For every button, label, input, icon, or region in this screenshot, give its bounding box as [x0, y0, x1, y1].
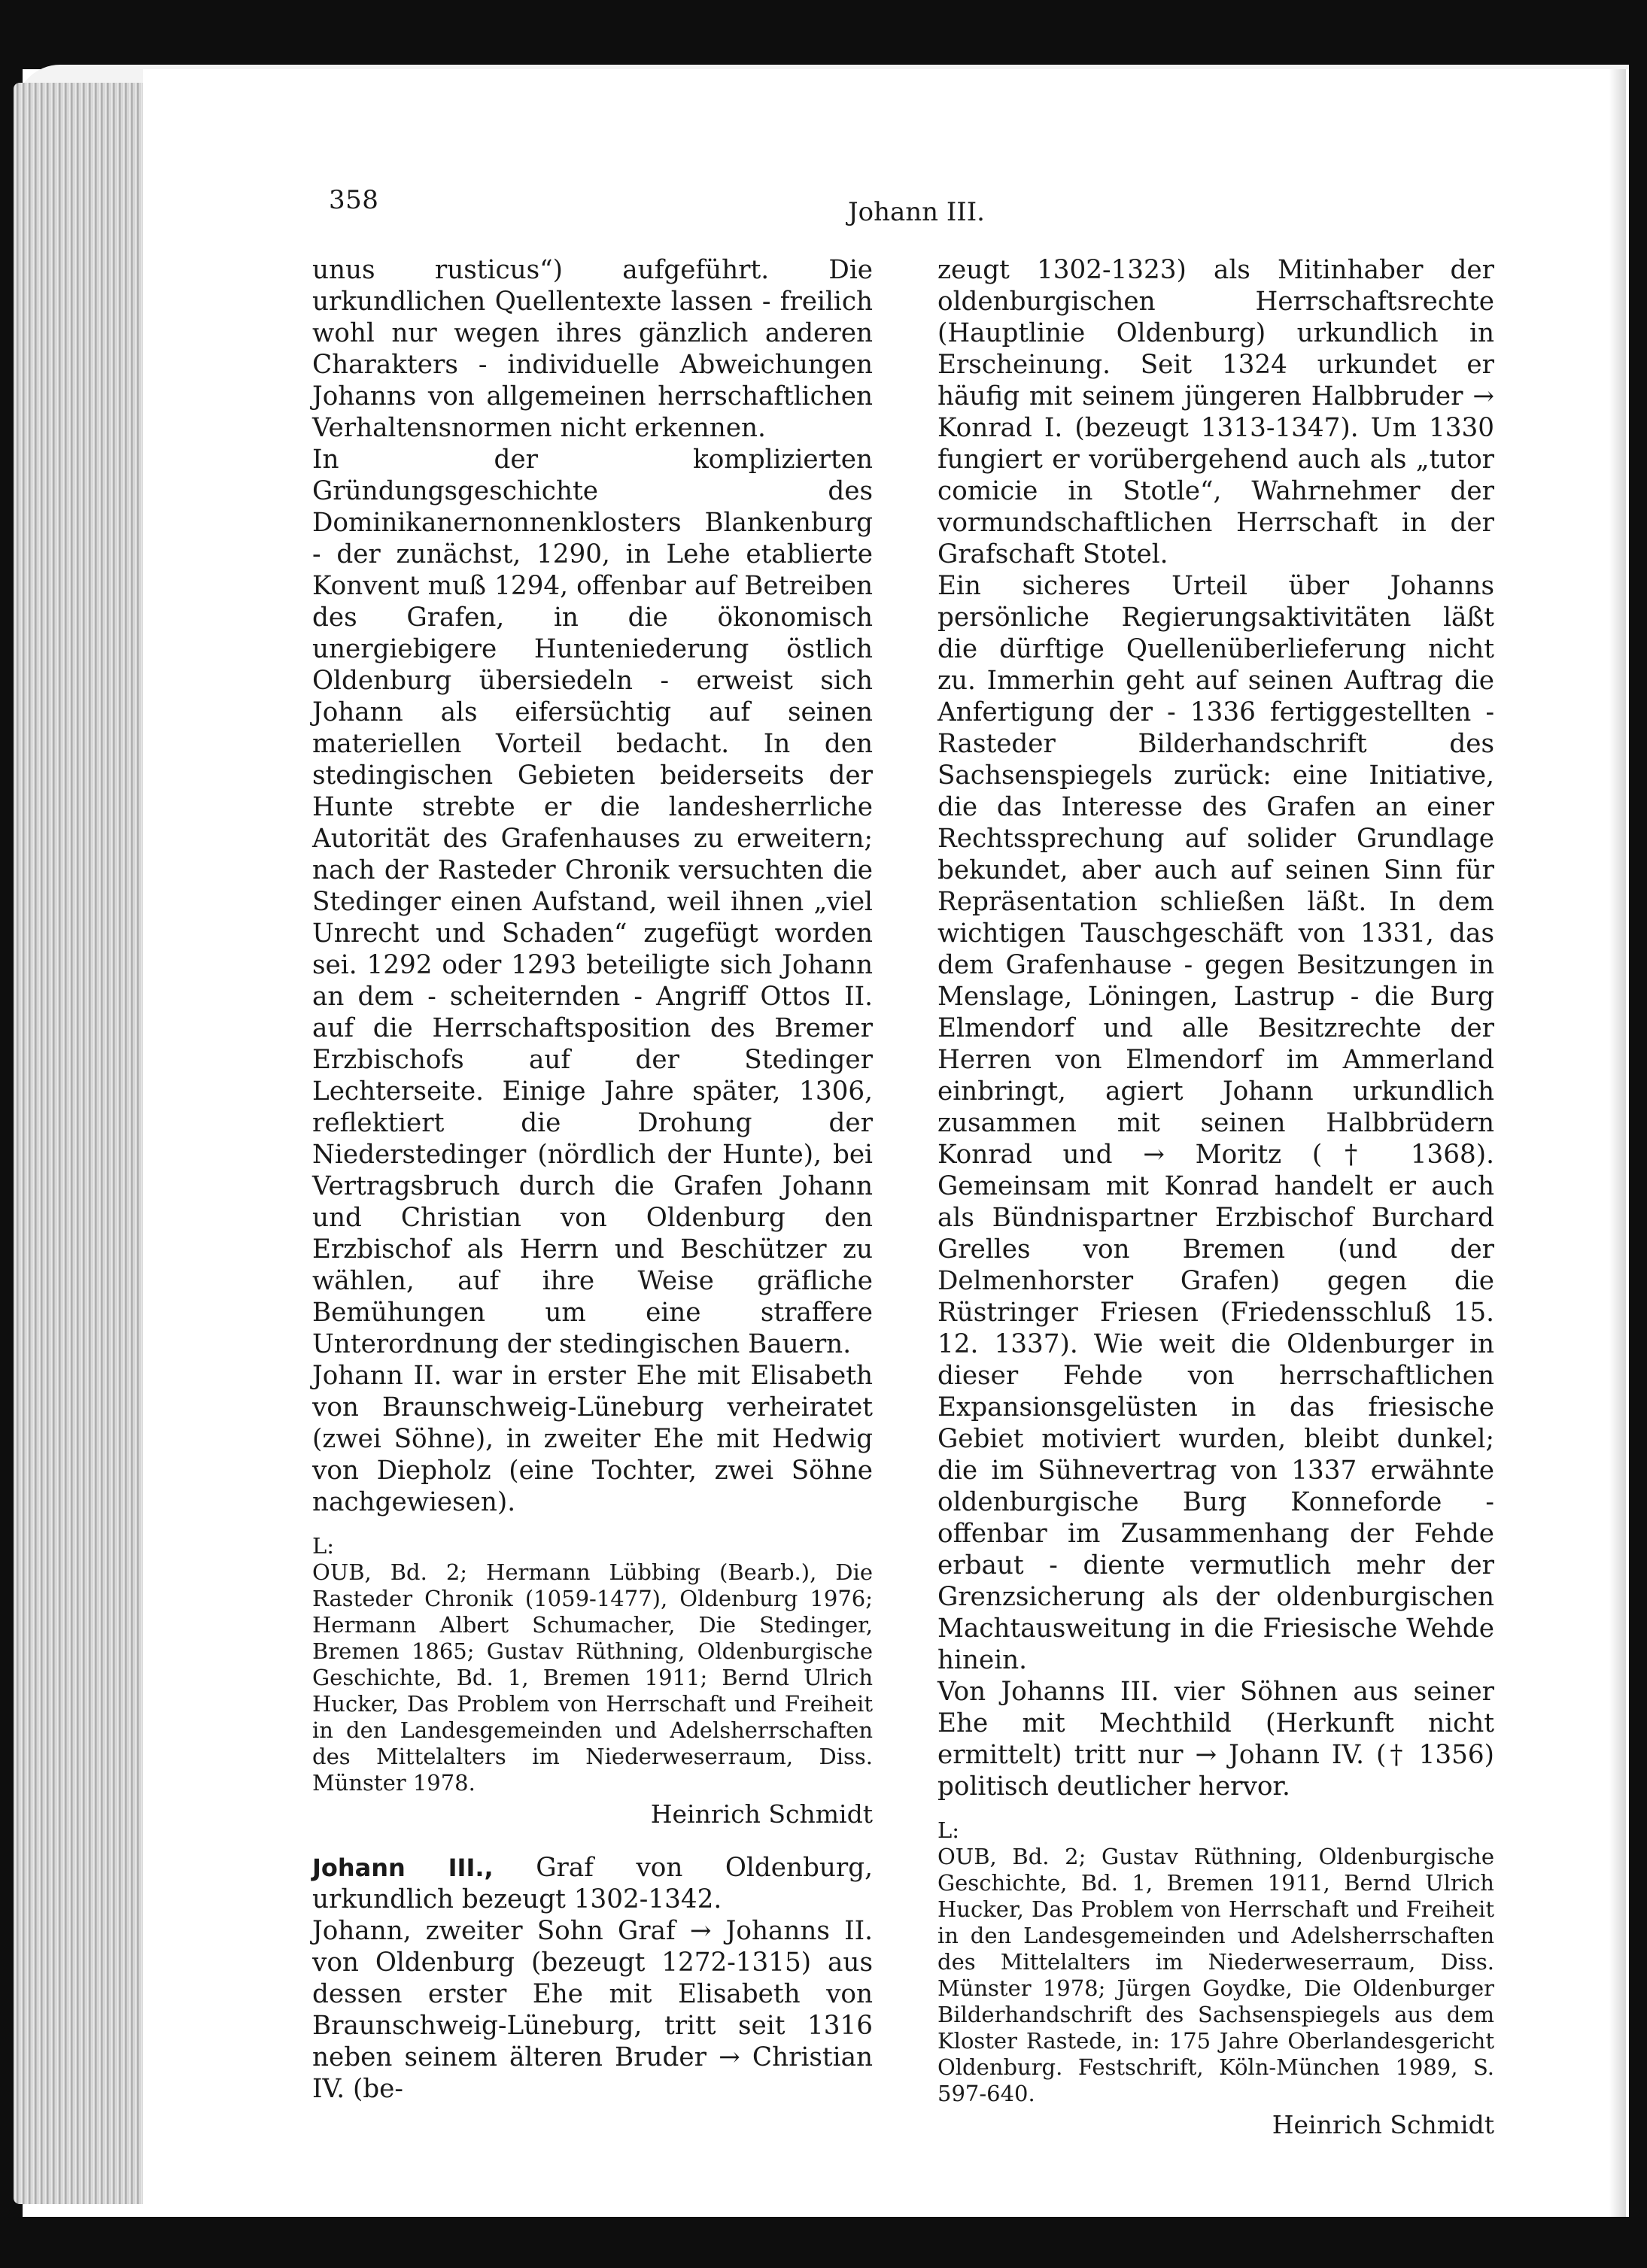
- left-column: [312, 254, 873, 2105]
- paragraph: Johann II. war in erster Ehe mit Elisabeth von Braunschweig-Lüneburg verheiratet (zwei Söhne), in zweiter Ehe mit Hedwig von Diepholz (eine Tochter, zwei Söhne nachgewiesen).: [312, 1361, 873, 1517]
- book-page-edges: [14, 83, 145, 2204]
- literature-text: OUB, Bd. 2; Gustav Rüthning, Oldenburgische Geschichte, Bd. 1, Bremen 1911, Bernd Ulrich Hucker, Das Problem von Herrschaft und Freiheit in den Landesgemeinden und Adelsherrschaften des Mittelalters im Niederweserraum, Diss. Münster 1978; Jürgen Goydke, Die Oldenburger Bilderhandschrift des Sachsenspiegels aus dem Kloster Rastede, in: 175 Jahre Oberlandesgericht Oldenburg. Festschrift, Köln-München 1989, S. 597-640.: [937, 1844, 1494, 2106]
- literature-block: [937, 1817, 1494, 2107]
- literature-text: OUB, Bd. 2; Hermann Lübbing (Bearb.), Die Rasteder Chronik (1059-1477), Oldenburg 1976; Hermann Albert Schumacher, Die Stedinger, Bremen 1865; Gustav Rüthning, Oldenburgische Geschichte, Bd. 1, Bremen 1911; Bernd Ulrich Hucker, Das Problem von Herrschaft und Freiheit in den Landesgemeinden und Adelsherrschaften des Mittelalters im Niederweserraum, Diss. Münster 1978.: [312, 1559, 873, 1796]
- entry-heading-description: Graf von Oldenburg, urkundlich bezeugt 1302-1342.: [312, 1853, 873, 1914]
- page-number: 358: [329, 185, 379, 215]
- paragraph: Von Johanns III. vier Söhnen aus seiner Ehe mit Mechthild (Herkunft nicht ermittelt) tritt nur → Johann IV. († 1356) politisch deutlicher hervor.: [937, 1677, 1494, 1802]
- entry-heading: [312, 1852, 873, 1915]
- paragraph: unus rusticus“) aufgeführt. Die urkundlichen Quellentexte lassen - freilich wohl nur wegen ihres gänzlich anderen Charakters - individuelle Abweichungen Johanns von allgemeinen herrschaftlichen Verhaltensnormen nicht erkennen.: [312, 255, 873, 443]
- scan-border-bottom: [0, 2217, 1647, 2268]
- literature-label: L:: [937, 1817, 960, 1843]
- paragraph: Johann, zweiter Sohn Graf → Johanns II. von Oldenburg (bezeugt 1272-1315) aus dessen erster Ehe mit Elisabeth von Braunschweig-Lüneburg, tritt seit 1316 neben seinem älteren Bruder → Christian IV. (be-: [312, 1916, 873, 2104]
- author-signature: Heinrich Schmidt: [650, 1799, 873, 1829]
- gutter-shadow: [1609, 69, 1626, 2217]
- paragraph: zeugt 1302-1323) als Mitinhaber der oldenburgischen Herrschaftsrechte (Hauptlinie Oldenburg) urkundlich in Erscheinung. Seit 1324 urkundet er häufig mit seinem jüngeren Halbbruder → Konrad I. (bezeugt 1313-1347). Um 1330 fungiert er vorübergehend auch als „tutor comicie in Stotle“, Wahrnehmer der vormundschaftlichen Herrschaft in der Grafschaft Stotel.: [937, 255, 1494, 569]
- author-signature: Heinrich Schmidt: [1272, 2110, 1494, 2139]
- paragraph: In der komplizierten Gründungsgeschichte des Dominikanernonnenklosters Blankenburg - der zunächst, 1290, in Lehe etablierte Konvent muß 1294, offenbar auf Betreiben des Grafen, in die ökonomisch unergiebigere Hunteniederung östlich Oldenburg übersiedeln - erweist sich Johann als eifersüchtig auf seinen materiellen Vorteil bedacht. In den stedingischen Gebieten beiderseits der Hunte strebte er die landesherrliche Autorität des Grafenhauses zu erweitern; nach der Rasteder Chronik versuchten die Stedinger einen Aufstand, weil ihnen „viel Unrecht und Schaden“ zugefügt worden sei. 1292 oder 1293 beteiligte sich Johann an dem - scheiternden - Angriff Ottos II. auf die Herrschaftsposition des Bremer Erzbischofs auf der Stedinger Lechterseite. Einige Jahre später, 1306, reflektiert die Drohung der Niederstedinger (nördlich der Hunte), bei Vertragsbruch durch die Grafen Johann und Christian von Oldenburg den Erzbischof als Herrn und Beschützer zu wählen, auf ihre Weise gräfliche Bemühungen um eine straffere Unterordnung der stedingischen Bauern.: [312, 445, 873, 1359]
- literature-block: [312, 1533, 873, 1796]
- scan-border-top: [0, 0, 1647, 69]
- running-head: Johann III.: [848, 197, 985, 227]
- entry-heading-name: Johann III.,: [312, 1854, 494, 1882]
- literature-label: L:: [312, 1533, 335, 1559]
- right-column: [937, 254, 1494, 2140]
- paragraph: Ein sicheres Urteil über Johanns persönliche Regierungsaktivitäten läßt die dürftige Quellenüberlieferung nicht zu. Immerhin geht auf seinen Auftrag die Anfertigung der - 1336 fertiggestellten - Rasteder Bilderhandschrift des Sachsenspiegels zurück: eine Initiative, die das Interesse des Grafen an einer Rechtssprechung auf solider Grundlage bekundet, aber auch auf seinen Sinn für Repräsentation schließen läßt. In dem wichtigen Tauschgeschäft von 1331, das dem Grafenhause - gegen Besitzungen in Menslage, Löningen, Lastrup - die Burg Elmendorf und alle Besitzrechte der Herren von Elmendorf im Ammerland einbringt, agiert Johann urkundlich zusammen mit seinen Halbbrüdern Konrad und → Moritz († 1368). Gemeinsam mit Konrad handelt er auch als Bündnispartner Erzbischof Burchard Grelles von Bremen (und der Delmenhorster Grafen) gegen die Rüstringer Friesen (Friedensschluß 15. 12. 1337). Wie weit die Oldenburger in dieser Fehde von herrschaftlichen Expansionsgelüsten in das friesische Gebiet motiviert wurden, bleibt dunkel; die im Sühnevertrag von 1337 erwähnte oldenburgische Burg Konneforde - offenbar im Zusammenhang der Fehde erbaut - diente vermutlich mehr der Grenzsicherung als der oldenburgischen Machtausweitung in die Friesische Wehde hinein.: [937, 571, 1494, 1675]
